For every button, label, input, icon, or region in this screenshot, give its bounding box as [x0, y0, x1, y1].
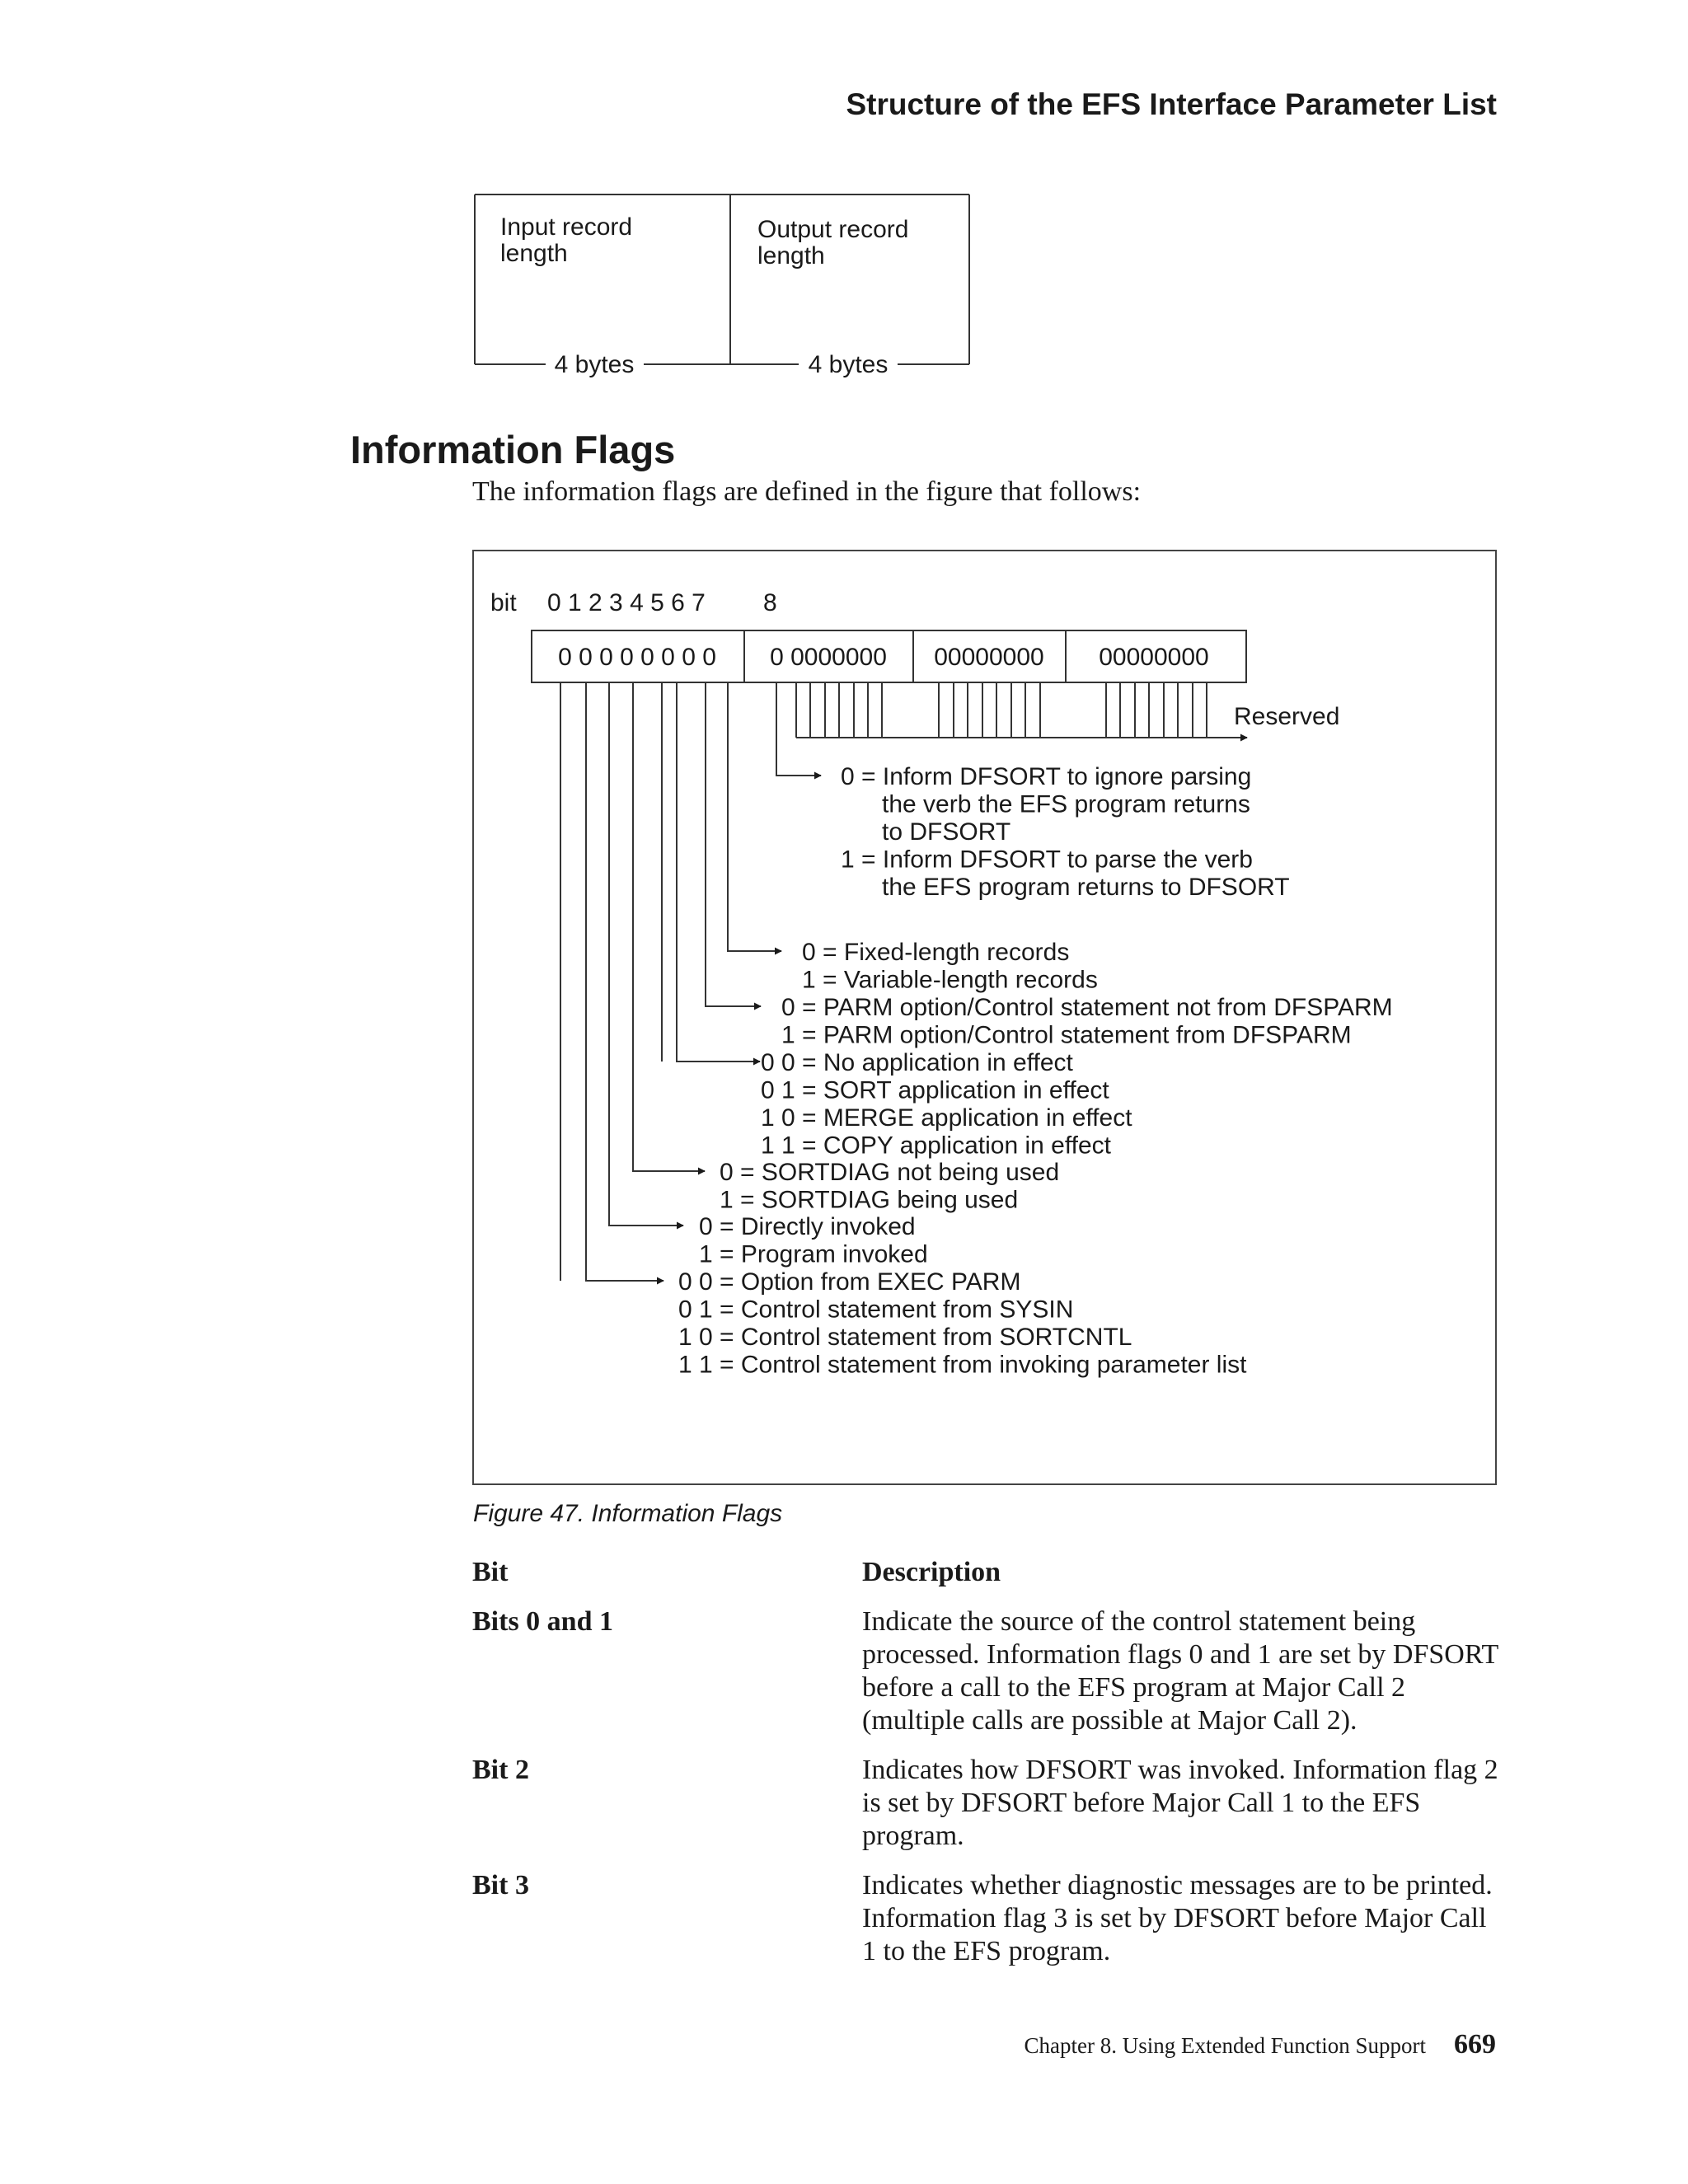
- definition-term: Bit 2: [472, 1755, 529, 1785]
- definition-row: [472, 1605, 1498, 1737]
- bit-8-label: 8: [763, 589, 777, 616]
- byte-3-value: 00000000: [934, 644, 1044, 671]
- chapter-title: Chapter 8. Using Extended Function Support: [1024, 2033, 1426, 2058]
- bit-positions: 0 1 2 3 4 5 6 7: [547, 589, 706, 616]
- definition-description: Indicate the source of the control statement being processed. Information flags 0 and 1 are set by DFSORT before a call to the EFS program at Major Call 2 (multiple calls are possible at Major Call 2).: [862, 1606, 1498, 1736]
- byte-1-value: 0 0 0 0 0 0 0 0: [558, 644, 716, 671]
- flag-group-control-source: 0 0 = Option from EXEC PARM 0 1 = Control statement from SYSIN 1 0 = Control statement from SORTCNTL 1 1 = Control statement from invoking parameter list: [678, 1268, 1247, 1379]
- flag-group-record-format: 0 = Fixed-length records 1 = Variable-length records: [802, 939, 1098, 994]
- definition-header: [472, 1556, 1498, 1589]
- bit-definition-list: [472, 1556, 1498, 1985]
- flag-group-sortdiag: 0 = SORTDIAG not being used 1 = SORTDIAG being used: [720, 1159, 1060, 1214]
- output-size-label: 4 bytes: [808, 351, 889, 378]
- definition-row: [472, 1754, 1498, 1853]
- reserved-label: Reserved: [1234, 703, 1340, 730]
- figure-caption: Figure 47. Information Flags: [473, 1500, 783, 1527]
- input-record-length-label: Input record length: [500, 213, 633, 267]
- flag-group-parse-verb: 0 = Inform DFSORT to ignore parsing the verb the EFS program returns to DFSORT 1 = Inform DFSORT to parse the verb the EFS program returns to DFSORT: [841, 763, 1290, 901]
- page-number: 669: [1454, 2029, 1496, 2060]
- information-flags-figure: [472, 550, 1499, 1486]
- page-footer: [1025, 2029, 1496, 2060]
- definition-row: [472, 1869, 1498, 1968]
- record-length-diagram: [474, 194, 977, 391]
- flag-group-invocation: 0 = Directly invoked 1 = Program invoked: [699, 1213, 928, 1268]
- definition-description: Indicates how DFSORT was invoked. Information flag 2 is set by DFSORT before Major Call 1 to the EFS program.: [862, 1755, 1498, 1851]
- description-column-header: Description: [862, 1557, 1001, 1587]
- section-title: Information Flags: [350, 428, 676, 471]
- output-record-length-label: Output record length: [757, 216, 909, 269]
- byte-4-value: 00000000: [1099, 644, 1209, 671]
- term-column-header: Bit: [472, 1557, 509, 1587]
- running-head: Structure of the EFS Interface Parameter List: [846, 87, 1497, 121]
- intro-paragraph: The information flags are defined in the figure that follows:: [472, 476, 1142, 507]
- flag-group-dfsparm: 0 = PARM option/Control statement not from DFSPARM 1 = PARM option/Control statement from DFSPARM: [781, 994, 1393, 1049]
- definition-description: Indicates whether diagnostic messages are to be printed. Information flag 3 is set by DFSORT before Major Call 1 to the EFS program.: [862, 1870, 1493, 1966]
- definition-term: Bit 3: [472, 1870, 529, 1900]
- reserved-bits: [796, 682, 1247, 738]
- flag-group-application: 0 0 = No application in effect 0 1 = SORT application in effect 1 0 = MERGE application in effect 1 1 = COPY application in effect: [761, 1049, 1132, 1160]
- definition-term: Bits 0 and 1: [472, 1606, 613, 1637]
- bit-label: bit: [490, 589, 517, 616]
- input-size-label: 4 bytes: [554, 351, 635, 378]
- byte-2-value: 0 0000000: [770, 644, 887, 671]
